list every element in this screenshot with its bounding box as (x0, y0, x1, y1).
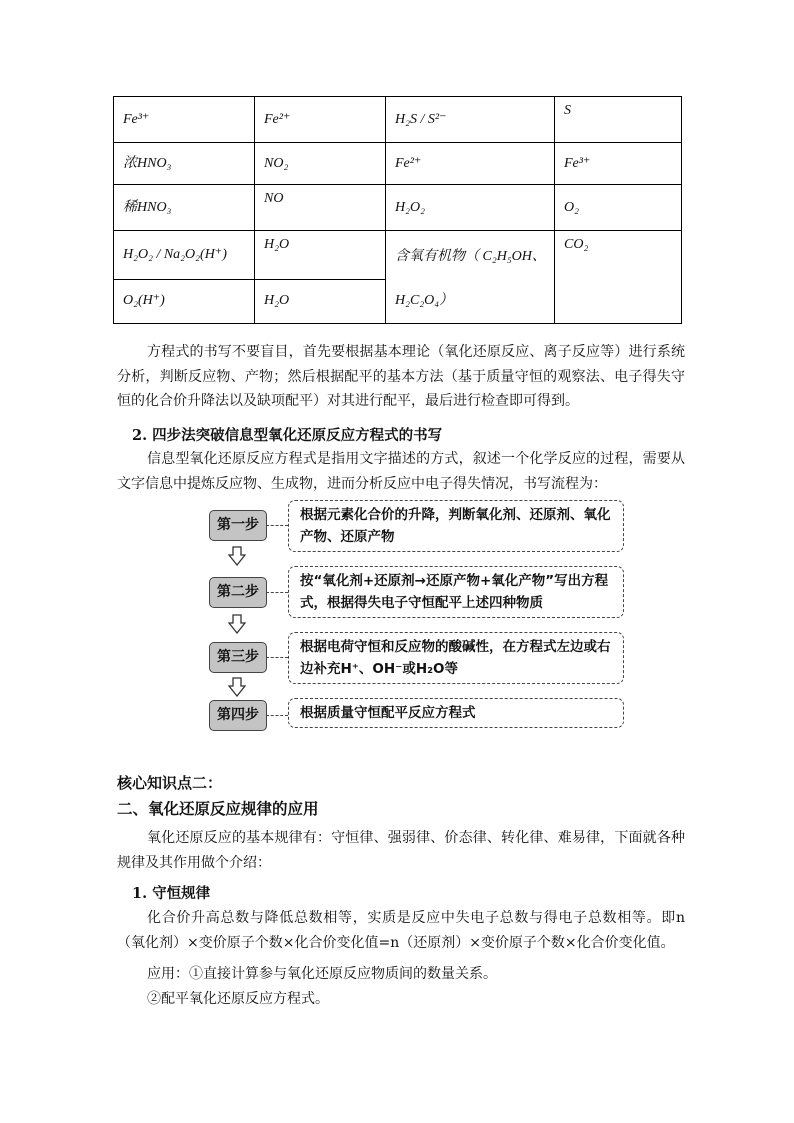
table-cell: H₂O₂ (386, 185, 555, 231)
paragraph-basic-rules: 氧化还原反应的基本规律有：守恒律、强弱律、价态律、转化律、难易律，下面就各种规律及其作用做个介绍： (117, 830, 685, 871)
table-cell: H₂O₂ / Na₂O₂(H⁺) (114, 231, 255, 280)
application-line-1: 应用：①直接计算参与氧化还原反应物质间的数量关系。 (147, 966, 497, 982)
table-cell: O₂(H⁺) (114, 279, 255, 323)
arrow-down-icon (228, 546, 246, 566)
flow-step-3: 第三步 (209, 642, 267, 673)
table-cell: NO (255, 185, 386, 231)
table-cell: Fe³⁺ (555, 143, 682, 185)
table-cell: Fe²⁺ (255, 97, 386, 143)
paragraph-conservation: 化合价升高总数与降低总数相等，实质是反应中失电子总数与得电子总数相等。即n（氧化剂）×变价原子个数×化合价变化值=n（还原剂）×变价原子个数×化合价变化值。 (117, 910, 685, 951)
flow-desc-4: 根据质量守恒配平反应方程式 (288, 698, 624, 728)
table-cell: H₂O (255, 279, 386, 323)
flow-step-1: 第一步 (209, 510, 267, 541)
table-row (114, 231, 682, 280)
flow-connector (266, 525, 288, 526)
table-cell-line: 含氧有机物（ C₂H₅OH、 (395, 249, 546, 264)
core-knowledge-title: 核心知识点二： (117, 774, 223, 792)
table-cell: Fe²⁺ (386, 143, 555, 185)
table-cell: H₂S / S²⁻ (386, 97, 555, 143)
table-cell-line: H₂C₂O₄） (395, 293, 454, 308)
table-cell: CO₂ (555, 231, 682, 324)
table-cell: 浓HNO₃ (114, 143, 255, 185)
flow-desc-2: 按“氧化剂+还原剂→还原产物+氧化产物”写出方程式，根据得失电子守恒配平上述四种物质 (288, 566, 624, 618)
paragraph-info-equation: 信息型氧化还原反应方程式是指用文字描述的方式，叙述一个化学反应的过程，需要从文字信息中提炼反应物、生成物，进而分析反应中电子得失情况，书写流程为： (117, 451, 685, 492)
table-row (114, 143, 682, 185)
application-line-2: ②配平氧化还原反应方程式。 (147, 991, 329, 1007)
chapter-title: 二、氧化还原反应规律的应用 (117, 799, 319, 818)
flow-desc-3: 根据电荷守恒和反应物的酸碱性，在方程式左边或右边补充H⁺、OH⁻或H₂O等 (288, 632, 624, 684)
table-cell: H₂O (255, 231, 386, 280)
table-cell: O₂ (555, 185, 682, 231)
flow-desc-1: 根据元素化合价的升降，判断氧化剂、还原剂、氧化产物、还原产物 (288, 500, 624, 552)
table-cell: Fe³⁺ (114, 97, 255, 143)
arrow-down-icon (228, 677, 246, 697)
table-cell: NO₂ (255, 143, 386, 185)
flow-connector (266, 657, 288, 658)
table-cell: S (555, 97, 682, 143)
table-row (114, 185, 682, 231)
flow-connector (266, 592, 288, 593)
table-cell: 稀HNO₃ (114, 185, 255, 231)
arrow-down-icon (228, 614, 246, 634)
flow-connector (266, 715, 288, 716)
paragraph-equation-writing: 方程式的书写不要盲目，首先要根据基本理论（氧化还原反应、离子反应等）进行系统分析，判断反应物、产物；然后根据配平的基本方法（基于质量守恒的观察法、电子得失守恒的化合价升降法以及缺项配平）对其进行配平，最后进行检查即可得到。 (117, 344, 685, 409)
oxidant-reductant-table (113, 96, 682, 324)
flow-step-2: 第二步 (209, 577, 267, 608)
flow-step-4: 第四步 (209, 700, 267, 731)
rule-title-conservation: 1. 守恒规律 (132, 885, 211, 902)
table-cell-organic (386, 231, 555, 324)
table-row (114, 97, 682, 143)
section-title-four-steps: 2. 四步法突破信息型氧化还原反应方程式的书写 (132, 427, 443, 444)
